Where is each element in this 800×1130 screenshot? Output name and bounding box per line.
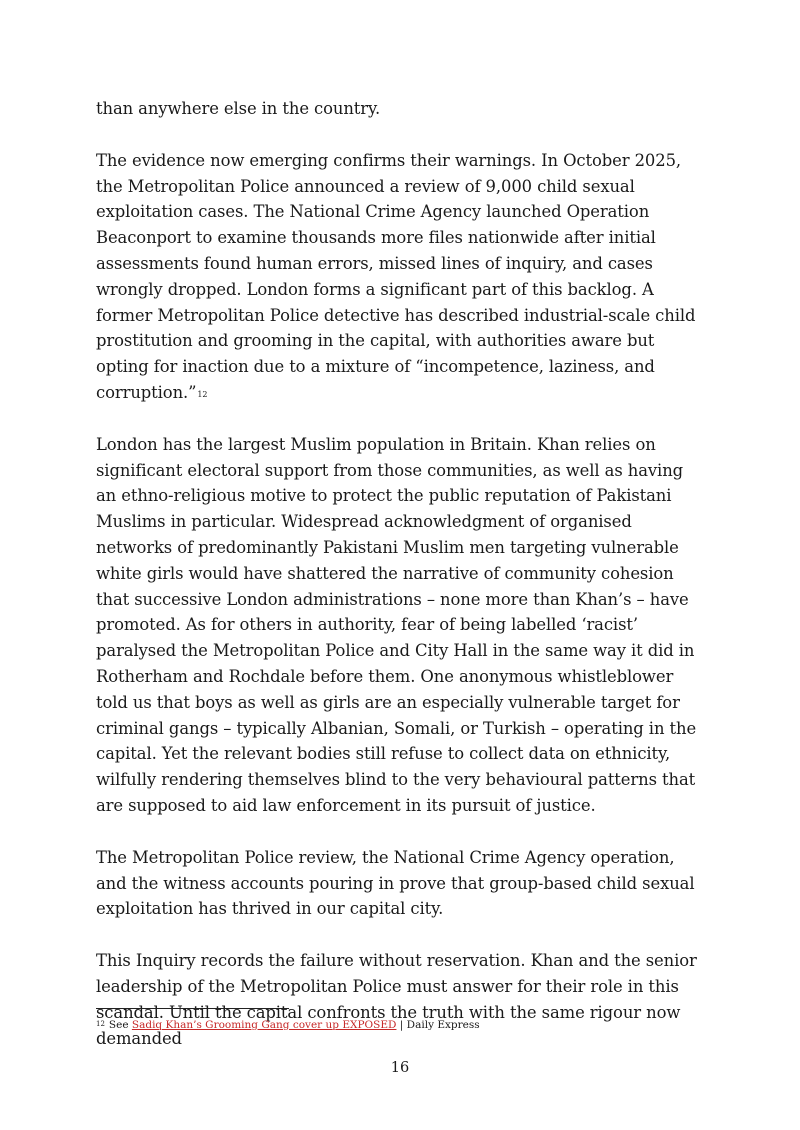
footnote-divider <box>96 1008 289 1009</box>
paragraph-3-text: London has the largest Muslim population in Britain. Khan relies on significant electoral support from those communities, as well as having an ethno-religious motive to protect the public reputation of Pakistani Muslims in particular. Widespread acknowledgment of organised networks of predominantly Pakistani Muslim men targeting vulnerable white girls would have shattered the narrative of community cohesion that successive London administrations – none more than Khan’s – have promoted. As for others in authority, fear of being labelled ‘racist’ paralysed the Metropolitan Police and City Hall in the same way it did in Rotherham and Rochdale before them. One anonymous whistleblower told us that boys as well as girls are an especially vulnerable target for criminal gangs – typically Albanian, Somali, or Turkish – operating in the capital. Yet the relevant bodies still refuse to collect data on ethnicity, wilfully rendering themselves blind to the very behavioural patterns that are supposed to aid law enforcement in its pursuit of justice. <box>96 434 697 815</box>
paragraph-3 <box>96 432 704 819</box>
paragraph-1 <box>96 96 704 122</box>
footnote-number: 12 <box>96 1020 105 1028</box>
paragraph-2-text: The evidence now emerging confirms their warnings. In October 2025, the Metropolitan Police announced a review of 9,000 child sexual exploitation cases. The National Crime Agency launched Operation Beaconport to examine thousands more files nationwide after initial assessments found human errors, missed lines of inquiry, and cases wrongly dropped. London forms a significant part of this backlog. A former Metropolitan Police detective has described industrial-scale child prostitution and grooming in the capital, with authorities aware but opting for inaction due to a mixture of “incompetence, laziness, and corruption.” <box>96 150 696 402</box>
footnote-prefix: See <box>108 1019 129 1031</box>
page-number: 16 <box>390 1060 410 1076</box>
footnote-reference[interactable]: 12 <box>197 389 208 399</box>
paragraph-1-text: than anywhere else in the country. <box>96 99 381 118</box>
footnote-source-name: | Daily Express <box>399 1019 480 1031</box>
paragraph-4 <box>96 845 704 922</box>
footnote <box>96 1018 480 1032</box>
paragraph-5-text: This Inquiry records the failure without reservation. Khan and the senior leadership of the Metropolitan Police must answer for their role in this scandal. Until the capital confronts the truth with the same rigour now demanded <box>96 951 697 1048</box>
footnote-source-link[interactable]: Sadiq Khan’s Grooming Gang cover up EXPOSED <box>131 1019 397 1031</box>
paragraph-2 <box>96 148 704 406</box>
paragraph-4-text: The Metropolitan Police review, the National Crime Agency operation, and the witness accounts pouring in prove that group-based child sexual exploitation has thrived in our capital city. <box>96 847 695 919</box>
body-text <box>96 96 704 1077</box>
paragraph-5 <box>96 948 704 1051</box>
